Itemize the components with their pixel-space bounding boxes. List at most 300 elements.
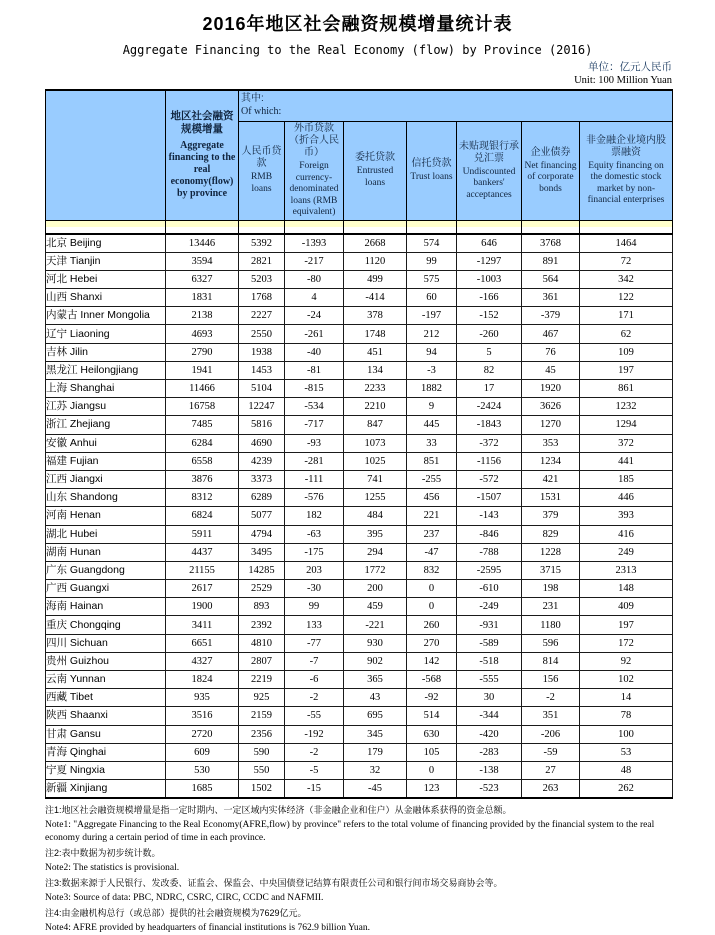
spacer-cell <box>46 227 166 234</box>
column-header-entrusted-loans: 委托贷款 Entrusted loans <box>344 122 407 221</box>
value-cell: 99 <box>407 252 457 270</box>
value-cell: 829 <box>522 525 580 543</box>
footnote: 注4:由金融机构总行（或总部）提供的社会融资规模为7629亿元。 <box>45 908 307 919</box>
value-cell: 1228 <box>522 543 580 561</box>
of-which-en: Of which: <box>241 106 282 117</box>
value-cell: 249 <box>580 543 673 561</box>
table-row <box>46 743 673 761</box>
value-cell: 365 <box>344 671 407 689</box>
value-cell: 30 <box>457 689 522 707</box>
value-cell: 530 <box>166 761 239 779</box>
value-cell: 263 <box>522 780 580 799</box>
value-cell: -59 <box>522 743 580 761</box>
province-cell: 上海 Shanghai <box>46 380 166 398</box>
value-cell: 1502 <box>239 780 285 799</box>
table-row <box>46 416 673 434</box>
column-header-equity-financing: 非金融企业境内股票融资 Equity financing on the domestic stock market by non-financial enterprises <box>580 122 673 221</box>
province-cell: 青海 Qinghai <box>46 743 166 761</box>
value-cell: -2424 <box>457 398 522 416</box>
value-cell: -717 <box>285 416 344 434</box>
value-cell: 197 <box>580 616 673 634</box>
value-cell: 0 <box>407 580 457 598</box>
value-cell: 1900 <box>166 598 239 616</box>
value-cell: 3594 <box>166 252 239 270</box>
value-cell: 3876 <box>166 470 239 488</box>
province-cell: 河南 Henan <box>46 507 166 525</box>
column-header-foreign-currency-loans: 外币贷款（折合人民币） Foreign currency-denominated loans (RMB equivalent) <box>285 122 344 221</box>
value-cell: 564 <box>522 270 580 288</box>
value-cell: 6824 <box>166 507 239 525</box>
province-cell: 内蒙古 Inner Mongolia <box>46 307 166 325</box>
value-cell: 123 <box>407 780 457 799</box>
spacer-cell <box>457 227 522 234</box>
value-cell: 4327 <box>166 652 239 670</box>
table-row <box>46 307 673 325</box>
province-cell: 湖北 Hubei <box>46 525 166 543</box>
value-cell: -283 <box>457 743 522 761</box>
value-cell: 105 <box>407 743 457 761</box>
value-cell: 2807 <box>239 652 285 670</box>
value-cell: -30 <box>285 580 344 598</box>
province-cell: 山西 Shanxi <box>46 289 166 307</box>
value-cell: 1748 <box>344 325 407 343</box>
value-cell: 76 <box>522 343 580 361</box>
value-cell: 9 <box>407 398 457 416</box>
value-cell: 6558 <box>166 452 239 470</box>
table-row <box>46 780 673 799</box>
table-row <box>46 561 673 579</box>
value-cell: 1073 <box>344 434 407 452</box>
table-header <box>46 90 673 234</box>
province-cell: 广西 Guangxi <box>46 580 166 598</box>
value-cell: 100 <box>580 725 673 743</box>
table-row <box>46 398 673 416</box>
value-cell: 2356 <box>239 725 285 743</box>
value-cell: 2821 <box>239 252 285 270</box>
value-cell: -1843 <box>457 416 522 434</box>
value-cell: -6 <box>285 671 344 689</box>
value-cell: 4690 <box>239 434 285 452</box>
value-cell: -1393 <box>285 234 344 253</box>
value-cell: 891 <box>522 252 580 270</box>
value-cell: -2595 <box>457 561 522 579</box>
value-cell: 550 <box>239 761 285 779</box>
value-cell: 5816 <box>239 416 285 434</box>
province-cell: 湖南 Hunan <box>46 543 166 561</box>
value-cell: 1255 <box>344 489 407 507</box>
province-cell: 宁夏 Ningxia <box>46 761 166 779</box>
value-cell: 21155 <box>166 561 239 579</box>
table-row <box>46 761 673 779</box>
value-cell: -7 <box>285 652 344 670</box>
value-cell: 260 <box>407 616 457 634</box>
table-row <box>46 252 673 270</box>
value-cell: 3516 <box>166 707 239 725</box>
province-cell: 北京 Beijing <box>46 234 166 253</box>
value-cell: 109 <box>580 343 673 361</box>
value-cell: -206 <box>522 725 580 743</box>
value-cell: 27 <box>522 761 580 779</box>
value-cell: 741 <box>344 470 407 488</box>
value-cell: 92 <box>580 652 673 670</box>
value-cell: -420 <box>457 725 522 743</box>
spacer-cell <box>522 227 580 234</box>
value-cell: 3715 <box>522 561 580 579</box>
value-cell: 2617 <box>166 580 239 598</box>
value-cell: 832 <box>407 561 457 579</box>
value-cell: 14285 <box>239 561 285 579</box>
province-cell: 江苏 Jiangsu <box>46 398 166 416</box>
value-cell: 32 <box>344 761 407 779</box>
value-cell: 2790 <box>166 343 239 361</box>
value-cell: 2668 <box>344 234 407 253</box>
province-cell: 河北 Hebei <box>46 270 166 288</box>
value-cell: 212 <box>407 325 457 343</box>
value-cell: -610 <box>457 580 522 598</box>
value-cell: 814 <box>522 652 580 670</box>
footnote: 注3:数据来源于人民银行、发改委、证监会、保监会、中央国债登记结算有限责任公司和银行间市场交易商协会等。 <box>45 878 503 889</box>
value-cell: 345 <box>344 725 407 743</box>
value-cell: -138 <box>457 761 522 779</box>
table-row <box>46 525 673 543</box>
value-cell: -55 <box>285 707 344 725</box>
column-header-trust-loans: 信托贷款 Trust loans <box>407 122 457 221</box>
value-cell: 847 <box>344 416 407 434</box>
value-cell: 102 <box>580 671 673 689</box>
value-cell: -92 <box>407 689 457 707</box>
value-cell: -217 <box>285 252 344 270</box>
value-cell: -45 <box>344 780 407 799</box>
value-cell: 1120 <box>344 252 407 270</box>
afre-header-cn: 地区社会融资规模增量 <box>170 110 234 136</box>
value-cell: 353 <box>522 434 580 452</box>
value-cell: 5911 <box>166 525 239 543</box>
value-cell: 5 <box>457 343 522 361</box>
value-cell: 4794 <box>239 525 285 543</box>
value-cell: 1685 <box>166 780 239 799</box>
table-row <box>46 470 673 488</box>
value-cell: 7485 <box>166 416 239 434</box>
value-cell: 2138 <box>166 307 239 325</box>
province-cell: 西藏 Tibet <box>46 689 166 707</box>
value-cell: 2392 <box>239 616 285 634</box>
page-subtitle: Aggregate Financing to the Real Economy (flow) by Province (2016) <box>122 43 593 57</box>
value-cell: 1453 <box>239 361 285 379</box>
value-cell: 5203 <box>239 270 285 288</box>
value-cell: 421 <box>522 470 580 488</box>
province-cell: 吉林 Jilin <box>46 343 166 361</box>
value-cell: 2313 <box>580 561 673 579</box>
value-cell: -40 <box>285 343 344 361</box>
value-cell: -5 <box>285 761 344 779</box>
value-cell: 1270 <box>522 416 580 434</box>
value-cell: -261 <box>285 325 344 343</box>
column-header-afre-total <box>166 90 239 220</box>
footnotes <box>45 804 685 935</box>
corner-cell <box>46 90 166 220</box>
value-cell: 590 <box>239 743 285 761</box>
value-cell: -931 <box>457 616 522 634</box>
table-row <box>46 289 673 307</box>
value-cell: 4437 <box>166 543 239 561</box>
value-cell: -379 <box>522 307 580 325</box>
value-cell: 1294 <box>580 416 673 434</box>
value-cell: 378 <box>344 307 407 325</box>
unit-label-en: Unit: 100 Million Yuan <box>574 75 672 86</box>
value-cell: 451 <box>344 343 407 361</box>
value-cell: 148 <box>580 580 673 598</box>
province-cell: 云南 Yunnan <box>46 671 166 689</box>
province-cell: 福建 Fujian <box>46 452 166 470</box>
table-row <box>46 598 673 616</box>
value-cell: -197 <box>407 307 457 325</box>
value-cell: -143 <box>457 507 522 525</box>
white-stripe <box>46 227 673 234</box>
spacer-cell <box>407 227 457 234</box>
value-cell: -80 <box>285 270 344 288</box>
value-cell: 6289 <box>239 489 285 507</box>
value-cell: 198 <box>522 580 580 598</box>
value-cell: -260 <box>457 325 522 343</box>
value-cell: 361 <box>522 289 580 307</box>
table-row <box>46 270 673 288</box>
value-cell: 0 <box>407 598 457 616</box>
table-row <box>46 361 673 379</box>
table-row <box>46 671 673 689</box>
value-cell: -111 <box>285 470 344 488</box>
of-which-header <box>239 90 673 122</box>
value-cell: 514 <box>407 707 457 725</box>
value-cell: 5104 <box>239 380 285 398</box>
value-cell: 459 <box>344 598 407 616</box>
value-cell: 8312 <box>166 489 239 507</box>
footnote: Note1: "Aggregate Financing to the Real Economy(AFRE,flow) by province" refers to the total volume of financing provided by the financial system to the real economy during a certain period of time in each province. <box>45 820 655 844</box>
value-cell: 5077 <box>239 507 285 525</box>
value-cell: 6284 <box>166 434 239 452</box>
value-cell: -523 <box>457 780 522 799</box>
value-cell: -576 <box>285 489 344 507</box>
table-row <box>46 543 673 561</box>
value-cell: -846 <box>457 525 522 543</box>
footnote: 注2:表中数据为初步统计数。 <box>45 848 161 859</box>
table-row <box>46 234 673 253</box>
value-cell: 172 <box>580 634 673 652</box>
value-cell: 6651 <box>166 634 239 652</box>
province-cell: 江西 Jiangxi <box>46 470 166 488</box>
value-cell: 133 <box>285 616 344 634</box>
value-cell: -24 <box>285 307 344 325</box>
table-row <box>46 434 673 452</box>
value-cell: 372 <box>580 434 673 452</box>
value-cell: -372 <box>457 434 522 452</box>
value-cell: 197 <box>580 361 673 379</box>
value-cell: 1464 <box>580 234 673 253</box>
value-cell: 351 <box>522 707 580 725</box>
value-cell: -81 <box>285 361 344 379</box>
province-cell: 甘肃 Gansu <box>46 725 166 743</box>
value-cell: -166 <box>457 289 522 307</box>
value-cell: -534 <box>285 398 344 416</box>
value-cell: 484 <box>344 507 407 525</box>
value-cell: 4 <box>285 289 344 307</box>
table-row <box>46 507 673 525</box>
value-cell: 5392 <box>239 234 285 253</box>
value-cell: 17 <box>457 380 522 398</box>
value-cell: 1531 <box>522 489 580 507</box>
value-cell: -281 <box>285 452 344 470</box>
value-cell: -568 <box>407 671 457 689</box>
value-cell: 270 <box>407 634 457 652</box>
value-cell: 156 <box>522 671 580 689</box>
value-cell: -93 <box>285 434 344 452</box>
value-cell: 294 <box>344 543 407 561</box>
value-cell: 4693 <box>166 325 239 343</box>
table-row <box>46 725 673 743</box>
value-cell: 2210 <box>344 398 407 416</box>
value-cell: -192 <box>285 725 344 743</box>
value-cell: 2233 <box>344 380 407 398</box>
value-cell: 11466 <box>166 380 239 398</box>
table-row <box>46 580 673 598</box>
value-cell: 1920 <box>522 380 580 398</box>
value-cell: 1772 <box>344 561 407 579</box>
province-cell: 四川 Sichuan <box>46 634 166 652</box>
value-cell: 221 <box>407 507 457 525</box>
province-cell: 黑龙江 Heilongjiang <box>46 361 166 379</box>
value-cell: 72 <box>580 252 673 270</box>
value-cell: 12247 <box>239 398 285 416</box>
column-header-corporate-bonds: 企业债券 Net financing of corporate bonds <box>522 122 580 221</box>
value-cell: 62 <box>580 325 673 343</box>
value-cell: 342 <box>580 270 673 288</box>
value-cell: 179 <box>344 743 407 761</box>
table-row <box>46 489 673 507</box>
value-cell: 4239 <box>239 452 285 470</box>
column-header-undiscounted-bankers-acceptances: 未贴现银行承兑汇票 Undiscounted bankers' acceptances <box>457 122 522 221</box>
value-cell: -77 <box>285 634 344 652</box>
afre-statistics-table <box>45 89 673 799</box>
province-cell: 广东 Guangdong <box>46 561 166 579</box>
province-cell: 安徽 Anhui <box>46 434 166 452</box>
province-cell: 海南 Hainan <box>46 598 166 616</box>
column-header-rmb-loans: 人民币贷款 RMB loans <box>239 122 285 221</box>
value-cell: -414 <box>344 289 407 307</box>
value-cell: 596 <box>522 634 580 652</box>
province-cell: 山东 Shandong <box>46 489 166 507</box>
table-body <box>46 234 673 799</box>
value-cell: 456 <box>407 489 457 507</box>
value-cell: 1938 <box>239 343 285 361</box>
province-cell: 浙江 Zhejiang <box>46 416 166 434</box>
value-cell: -815 <box>285 380 344 398</box>
value-cell: 893 <box>239 598 285 616</box>
spacer-cell <box>285 227 344 234</box>
value-cell: 33 <box>407 434 457 452</box>
value-cell: 1025 <box>344 452 407 470</box>
province-cell: 重庆 Chongqing <box>46 616 166 634</box>
value-cell: -152 <box>457 307 522 325</box>
spacer-cell <box>344 227 407 234</box>
page-title: 2016年地区社会融资规模增量统计表 <box>202 14 513 34</box>
value-cell: 1232 <box>580 398 673 416</box>
value-cell: 262 <box>580 780 673 799</box>
footnote: 注1:地区社会融资规模增量是指一定时期内、一定区域内实体经济（非金融企业和住户）从金融体系获得的资金总额。 <box>45 805 512 816</box>
value-cell: 2159 <box>239 707 285 725</box>
footnote: Note2: The statistics is provisional. <box>45 863 180 874</box>
value-cell: 53 <box>580 743 673 761</box>
value-cell: 3373 <box>239 470 285 488</box>
table-row <box>46 707 673 725</box>
value-cell: -2 <box>285 743 344 761</box>
value-cell: 575 <box>407 270 457 288</box>
table-row <box>46 325 673 343</box>
footnote: Note4: AFRE provided by headquarters of financial institutions is 762.9 billion Yuan. <box>45 923 370 934</box>
value-cell: 134 <box>344 361 407 379</box>
value-cell: 45 <box>522 361 580 379</box>
value-cell: 99 <box>285 598 344 616</box>
value-cell: 60 <box>407 289 457 307</box>
province-cell: 贵州 Guizhou <box>46 652 166 670</box>
value-cell: 1824 <box>166 671 239 689</box>
value-cell: -15 <box>285 780 344 799</box>
value-cell: 445 <box>407 416 457 434</box>
value-cell: 646 <box>457 234 522 253</box>
value-cell: 1180 <box>522 616 580 634</box>
province-cell: 新疆 Xinjiang <box>46 780 166 799</box>
value-cell: 441 <box>580 452 673 470</box>
value-cell: 2550 <box>239 325 285 343</box>
value-cell: 6327 <box>166 270 239 288</box>
value-cell: 82 <box>457 361 522 379</box>
value-cell: 1831 <box>166 289 239 307</box>
value-cell: 446 <box>580 489 673 507</box>
value-cell: -47 <box>407 543 457 561</box>
of-which-cn: 其中: <box>241 93 264 104</box>
value-cell: -344 <box>457 707 522 725</box>
value-cell: 203 <box>285 561 344 579</box>
value-cell: 416 <box>580 525 673 543</box>
value-cell: -3 <box>407 361 457 379</box>
table-row <box>46 689 673 707</box>
afre-header-en: Aggregate financing to the real economy(flow) by province <box>168 140 236 200</box>
value-cell: 94 <box>407 343 457 361</box>
value-cell: -63 <box>285 525 344 543</box>
province-cell: 陕西 Shaanxi <box>46 707 166 725</box>
value-cell: 142 <box>407 652 457 670</box>
value-cell: 499 <box>344 270 407 288</box>
value-cell: 379 <box>522 507 580 525</box>
value-cell: 48 <box>580 761 673 779</box>
value-cell: 1882 <box>407 380 457 398</box>
table-row <box>46 343 673 361</box>
table-row <box>46 452 673 470</box>
value-cell: -2 <box>285 689 344 707</box>
value-cell: 43 <box>344 689 407 707</box>
value-cell: 4810 <box>239 634 285 652</box>
value-cell: -518 <box>457 652 522 670</box>
value-cell: -788 <box>457 543 522 561</box>
value-cell: 574 <box>407 234 457 253</box>
value-cell: 182 <box>285 507 344 525</box>
value-cell: -221 <box>344 616 407 634</box>
value-cell: 0 <box>407 761 457 779</box>
value-cell: 630 <box>407 725 457 743</box>
value-cell: 3768 <box>522 234 580 253</box>
spacer-cell <box>580 227 673 234</box>
value-cell: 930 <box>344 634 407 652</box>
value-cell: 2720 <box>166 725 239 743</box>
table-row <box>46 652 673 670</box>
